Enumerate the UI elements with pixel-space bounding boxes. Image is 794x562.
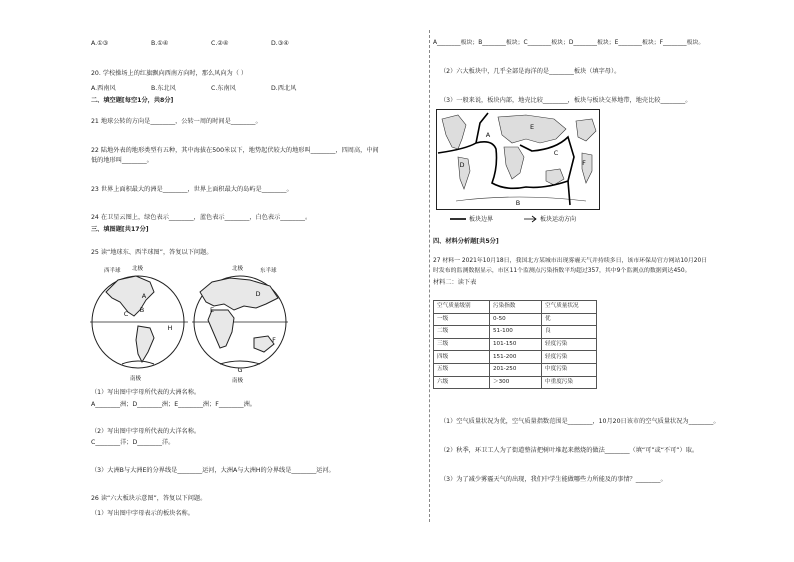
section3-title: 三、填图题[共17分]: [91, 226, 149, 233]
q20-option-d: D.西北风: [271, 85, 297, 92]
q27-line1: 27 材料一 2021年10月18日，我国北方某城市出现雾霾天气并持续多日，该市环保局官方网站10月20日: [433, 258, 708, 264]
table-cell: 轻度污染: [542, 338, 597, 351]
table-cell: 四级: [434, 351, 490, 364]
map-letter-a: A: [141, 292, 147, 300]
legend-motion-arrow-icon: [524, 216, 536, 222]
table-row: [434, 313, 597, 326]
q27-2: （2）秋季，环卫工人为了街道整洁把树叶堆起来燃烧的做法________（填“可”或“不可”）取。: [440, 447, 699, 454]
table-cell: 101-150: [490, 338, 542, 351]
plate-letter-a: A: [485, 131, 491, 139]
table-row: [434, 326, 597, 339]
legend-boundary-label: 板块边界: [469, 216, 494, 223]
q20-option-a: A.西南风: [91, 85, 116, 92]
q24: 24 在卫星云图上，绿色表示________，蓝色表示________，白色表示________。: [91, 214, 312, 221]
table-cell: 0-50: [490, 313, 542, 326]
map-letter-h: H: [167, 324, 173, 332]
q21: 21 地球公转的方向是________，公转一周的时间是________。: [91, 118, 262, 125]
table-cell: 中重度污染: [542, 376, 597, 389]
q20-option-c: C.东南风: [211, 85, 236, 92]
plate-letter-e: E: [529, 123, 535, 131]
legend-motion-label: 板块运动方向: [540, 216, 577, 223]
q22-line1: 22 陆地外表的地形类型有五种，其中海拔在500米以下，地势起伏较大的地形叫________，四周高，中间: [91, 147, 379, 154]
q25-1-answers: A________洲；D________洲；E________洲；F________洲。: [91, 401, 256, 408]
q25-2: （2）写出图中字母所代表的大洋名称。: [91, 428, 201, 435]
table-row: [434, 376, 597, 389]
map-letter-d: D: [255, 290, 261, 298]
q27-1: （1）空气质量状况为优，空气质量指数范围是________，10月20日该市的空气质量状况为________。: [440, 418, 720, 425]
table-row: [434, 351, 597, 364]
map-letter-e: E: [209, 306, 215, 314]
label-south-pole-right: 南极: [232, 378, 244, 384]
table-cell: 中度污染: [542, 363, 597, 376]
plate-letter-b: B: [515, 199, 521, 207]
table-cell: 三级: [434, 338, 490, 351]
label-north-pole-right: 北极: [232, 266, 244, 272]
table-cell: 二级: [434, 326, 490, 339]
q20-option-b: B.东北风: [151, 85, 176, 92]
table-cell: 201-250: [490, 363, 542, 376]
air-quality-table: [433, 300, 597, 389]
q26-3: （3）一般来说，板块内部，地壳比较________，板块与板块交界地带，地壳比较________。: [440, 97, 692, 104]
table-cell: ＞300: [490, 376, 542, 389]
table-cell: 良: [542, 326, 597, 339]
q26-stem: 26 读“六大板块示意图”，答复以下问题。: [91, 495, 207, 502]
plates-map: [436, 109, 600, 229]
plates-answers: A________板块；B________板块；C________板块；D________板块；E________板块；F________板块。: [433, 40, 705, 46]
table-cell: 一级: [434, 313, 490, 326]
map-letter-f: F: [272, 336, 276, 344]
q27-line3: 材料二：读下表: [433, 279, 477, 286]
map-letter-g: G: [237, 366, 243, 374]
table-header-row: [434, 301, 597, 314]
q19-option-b: B.①④: [151, 40, 169, 47]
q19-option-d: D.③④: [271, 40, 289, 47]
table-header-cell: 污染指数: [490, 301, 542, 314]
table-row: [434, 363, 597, 376]
q23: 23 世界上面积最大的洲是________，世界上面积最大的岛屿是________。: [91, 186, 293, 193]
q19-option-c: C.②④: [211, 40, 229, 47]
q25-1: （1）写出图中字母所代表的大洲名称。: [91, 389, 201, 396]
section2-title: 二、填空题[每空1分，共8分]: [91, 97, 174, 104]
q25-3: （3）大洲B与大洲E的分界线是________运河，大洲A与大洲H的分界线是________运河。: [91, 467, 335, 474]
section4-title: 四、材料分析题[共5分]: [433, 238, 499, 245]
q27-line2: 时发布的监测数据显示，市区11个监测点污染指数平均超过357，其中9个监测点的数据到达450。: [433, 268, 691, 274]
label-north-pole-left: 北极: [132, 266, 144, 272]
label-west-hemisphere: 西半球: [104, 268, 121, 274]
q20-stem: 20. 学校操场上的红旗飘向西南方向时，那么风向为（ ）: [91, 70, 248, 77]
q22-line2: 低的地形叫________。: [91, 157, 153, 164]
plate-letter-c: C: [553, 149, 559, 157]
table-cell: 优: [542, 313, 597, 326]
q26-1: （1）写出图中字母表示的板块名称。: [91, 510, 194, 517]
table-cell: 轻度污染: [542, 351, 597, 364]
q27-3: （3）为了减少雾霾天气的出现，我们中学生能做哪些力所能及的事情？________。: [440, 476, 667, 483]
map-letter-c: C: [123, 310, 129, 318]
q19-option-a: A.①③: [91, 40, 109, 47]
label-south-pole-left: 南极: [130, 376, 142, 382]
column-divider: [429, 30, 430, 522]
table-cell: 51-100: [490, 326, 542, 339]
q25-2-answers: C________洋；D________洋。: [91, 439, 175, 446]
table-cell: 151-200: [490, 351, 542, 364]
table-cell: 五级: [434, 363, 490, 376]
label-east-hemisphere: 东半球: [260, 268, 277, 274]
q25-stem: 25 读“地球东、西半球图”，答复以下问题。: [91, 249, 213, 256]
q26-2: （2）六大板块中，几乎全部是海洋的是________板块（填字母）。: [440, 68, 621, 75]
table-header-cell: 空气质量状况: [542, 301, 597, 314]
table-row: [434, 338, 597, 351]
table-header-cell: 空气质量级别: [434, 301, 490, 314]
plate-letter-f: F: [582, 159, 586, 167]
hemispheres-map: [88, 258, 302, 384]
map-letter-b: B: [139, 306, 145, 314]
plate-letter-d: D: [459, 161, 465, 169]
table-cell: 六级: [434, 376, 490, 389]
